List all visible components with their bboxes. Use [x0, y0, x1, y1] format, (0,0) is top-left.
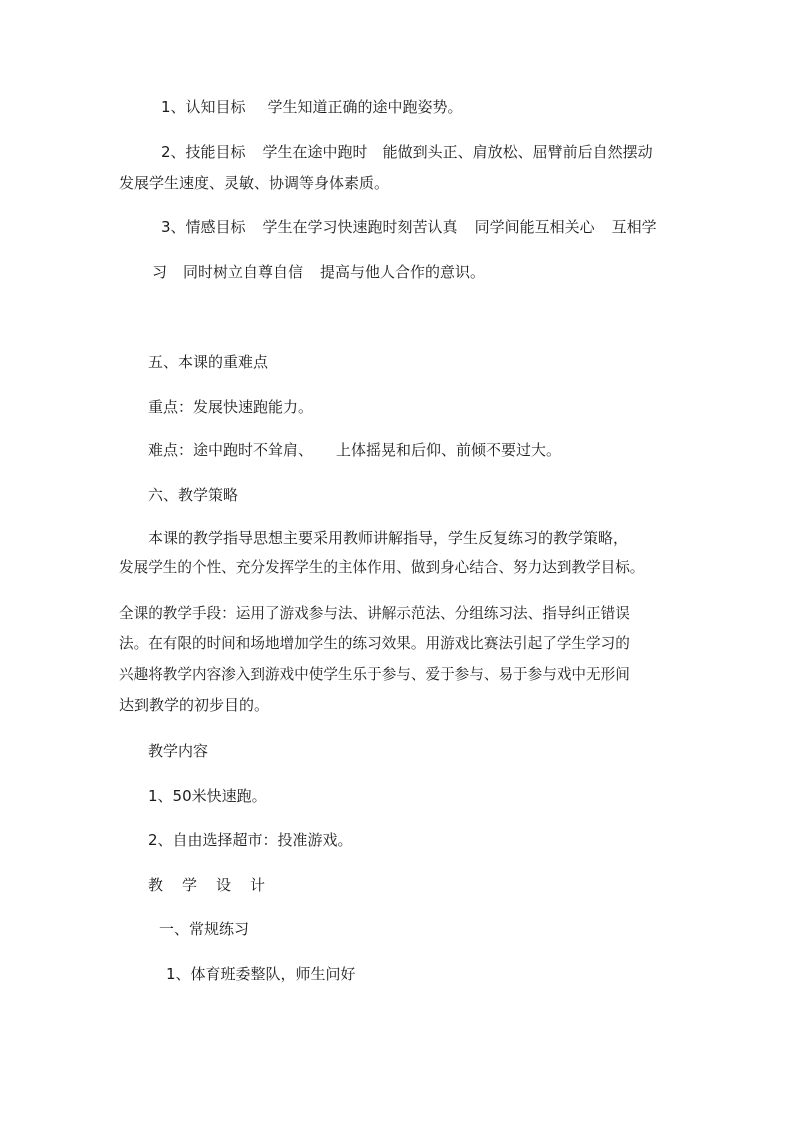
objective-emotional-part5: 同时树立自尊自信: [183, 263, 304, 281]
key-points-focus: 重点：发展快速跑能力。: [148, 398, 314, 416]
content-heading: 教学内容: [148, 742, 209, 760]
strategy-para1-line2: 发展学生的个性、充分发挥学生的主体作用、做到身心结合、努力达到教学目标。: [119, 559, 645, 576]
key-points-difficulty: [148, 440, 561, 460]
design-heading-char: 学: [182, 876, 198, 894]
strategy-heading: 六、教学策略: [148, 486, 239, 504]
design-heading-char: 计: [250, 876, 266, 894]
key-points-difficulty-2: 上体摇晃和后仰、前倾不要过大。: [336, 441, 562, 459]
objective-emotional-part3: 互相学: [611, 218, 657, 236]
objective-skill-label: 2、技能目标: [161, 143, 246, 161]
design-heading-char: 教: [148, 876, 164, 894]
objective-emotional-part1: 学生在学习快速跑时刻苦认真: [262, 218, 458, 236]
objective-cognitive-label: 1、认知目标: [161, 98, 246, 116]
content-item-1: 1、50米快速跑。: [148, 787, 267, 805]
objective-emotional-part6: 提高与他人合作的意识。: [320, 263, 486, 281]
objective-skill-text-2: 能做到头正、肩放松、屈臂前后自然摆动: [382, 143, 653, 161]
strategy-para2-line3: 兴趣将教学内容渗入到游戏中使学生乐于参与、爱于参与、易于参与戏中无形间: [119, 666, 630, 683]
objective-cognitive: [161, 97, 463, 117]
strategy-para2-line2: 法。在有限的时间和场地增加学生的练习效果。用游戏比赛法引起了学生学习的: [119, 635, 630, 652]
objective-emotional-part2: 同学间能互相关心: [474, 218, 595, 236]
strategy-para2-line1: 全课的教学手段：运用了游戏参与法、讲解示范法、分组练习法、指导纠正错误: [119, 605, 630, 622]
objective-emotional-line2: [152, 262, 485, 282]
strategy-para2-line4: 达到教学的初步目的。: [119, 696, 270, 714]
objective-emotional-label: 3、情感目标: [161, 218, 246, 236]
objective-emotional: [161, 217, 657, 237]
design-section-1: 一、常规练习: [159, 920, 250, 938]
design-step-1: 1、体育班委整队，师生问好: [166, 965, 356, 983]
objective-skill: [161, 142, 653, 162]
objective-emotional-part4: 习: [152, 263, 168, 281]
design-heading-char: 设: [216, 876, 232, 894]
design-heading: [148, 875, 265, 895]
objective-skill-text-1: 学生在途中跑时: [262, 143, 368, 161]
strategy-para1-line1: 本课的教学指导思想主要采用教师讲解指导，学生反复练习的教学策略，: [148, 529, 629, 547]
objective-skill-line2: 发展学生速度、灵敏、协调等身体素质。: [119, 174, 390, 192]
key-points-difficulty-1: 难点：途中跑时不耸肩、: [148, 441, 314, 459]
key-points-heading: 五、本课的重难点: [148, 353, 269, 371]
content-item-2: 2、自由选择超市：投准游戏。: [148, 831, 353, 849]
objective-cognitive-text: 学生知道正确的途中跑姿势。: [267, 98, 463, 116]
